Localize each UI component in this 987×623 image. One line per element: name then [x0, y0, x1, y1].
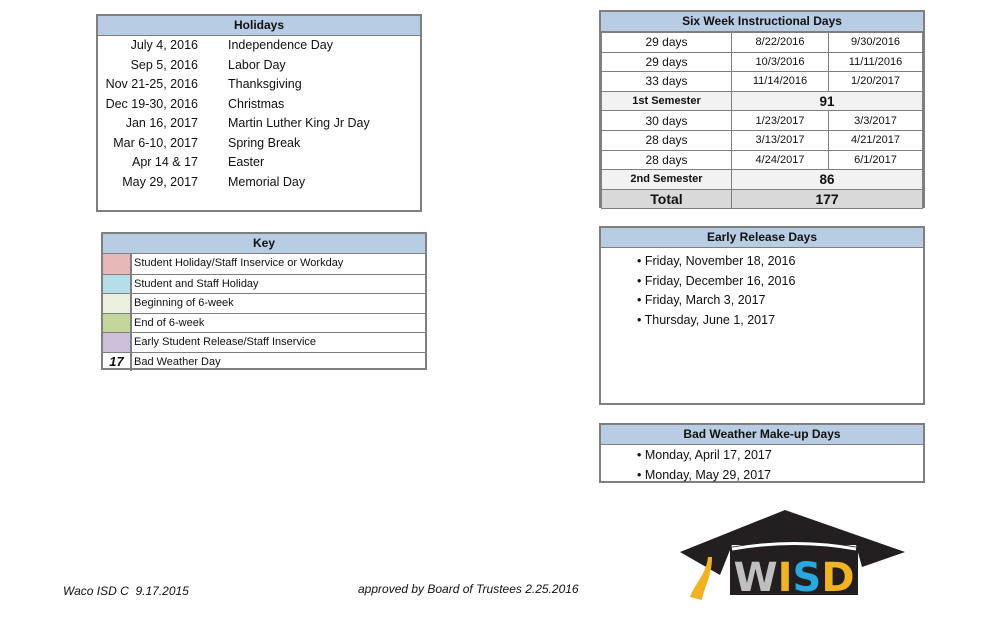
holiday-date: May 29, 2017 — [122, 174, 198, 189]
end-date-cell: 4/21/2017 — [829, 130, 923, 150]
bad-weather-panel — [599, 423, 925, 483]
end-date-cell: 9/30/2016 — [829, 33, 923, 53]
date-item: • Friday, November 18, 2016 — [637, 252, 923, 272]
semester-2-row-value: 86 — [732, 170, 923, 190]
start-date-cell: 10/3/2016 — [732, 52, 829, 72]
wisd-logo — [660, 505, 910, 605]
holiday-date: Jan 16, 2017 — [125, 116, 198, 130]
end-date-cell: 1/20/2017 — [829, 72, 923, 92]
six-week-panel — [599, 10, 925, 208]
key-swatch — [103, 314, 132, 333]
holiday-date: Dec 19-30, 2016 — [105, 96, 198, 111]
logo-letter: D — [821, 555, 855, 601]
footer-version: Waco ISD C 9.17.2015 — [63, 584, 189, 598]
days-cell: 28 days — [602, 150, 732, 170]
holiday-name: Labor Day — [228, 57, 286, 72]
start-date-cell: 3/13/2017 — [732, 130, 829, 150]
key-label: Beginning of 6-week — [134, 297, 234, 309]
six-week-row — [602, 52, 923, 72]
start-date-cell: 11/14/2016 — [732, 72, 829, 92]
date-item: • Friday, March 3, 2017 — [637, 291, 923, 311]
holiday-row — [98, 36, 420, 55]
total-row — [602, 189, 923, 209]
key-row — [103, 313, 425, 333]
key-row — [103, 254, 425, 274]
holiday-name: Christmas — [228, 96, 285, 111]
holiday-name: Spring Break — [228, 135, 301, 150]
holiday-row — [98, 134, 420, 153]
end-date-cell: 6/1/2017 — [829, 150, 923, 170]
holiday-name: Independence Day — [228, 38, 333, 52]
key-swatch: 17 — [103, 353, 132, 372]
total-row-value: 177 — [732, 189, 923, 209]
holiday-date: Apr 14 & 17 — [131, 155, 198, 169]
key-label: End of 6-week — [134, 316, 205, 329]
logo-text — [733, 555, 854, 601]
semester-1-row-value: 91 — [732, 91, 923, 111]
six-week-row — [602, 150, 923, 170]
holiday-date: Sep 5, 2016 — [130, 57, 198, 72]
logo-letter: I — [777, 555, 793, 601]
holiday-row — [98, 95, 420, 114]
holiday-name: Martin Luther King Jr Day — [228, 116, 370, 130]
holidays-title: Holidays — [98, 16, 420, 36]
semester-1-row — [602, 91, 923, 111]
six-week-row — [602, 33, 923, 53]
holiday-row — [98, 114, 420, 133]
semester-2-row-label: 2nd Semester — [602, 170, 732, 190]
days-cell: 28 days — [602, 130, 732, 150]
logo-letter: W — [733, 555, 778, 601]
six-week-table — [601, 32, 923, 209]
six-week-row — [602, 130, 923, 150]
key-swatch — [103, 294, 132, 313]
end-date-cell: 3/3/2017 — [829, 111, 923, 131]
days-cell: 29 days — [602, 52, 732, 72]
key-label: Student Holiday/Staff Inservice or Workday — [134, 257, 344, 269]
key-label: Bad Weather Day — [134, 355, 221, 368]
days-cell: 33 days — [602, 72, 732, 92]
bad-weather-title: Bad Weather Make-up Days — [601, 425, 923, 445]
holiday-row — [98, 56, 420, 75]
days-cell: 29 days — [602, 33, 732, 53]
semester-1-row-label: 1st Semester — [602, 91, 732, 111]
holidays-panel — [96, 14, 422, 212]
holiday-row — [98, 75, 420, 94]
start-date-cell: 4/24/2017 — [732, 150, 829, 170]
early-release-panel — [599, 226, 925, 405]
date-item: • Monday, May 29, 2017 — [637, 466, 923, 486]
key-swatch — [103, 333, 132, 352]
early-release-title: Early Release Days — [601, 228, 923, 248]
start-date-cell: 8/22/2016 — [732, 33, 829, 53]
key-swatch — [103, 254, 132, 274]
key-title: Key — [103, 234, 425, 254]
holiday-date: July 4, 2016 — [130, 38, 198, 52]
semester-2-row — [602, 170, 923, 190]
key-panel — [101, 232, 427, 370]
logo-letter: S — [792, 555, 822, 601]
key-row — [103, 274, 425, 294]
key-row — [103, 293, 425, 313]
holiday-name: Easter — [228, 155, 265, 169]
six-week-title: Six Week Instructional Days — [601, 12, 923, 32]
key-swatch — [103, 275, 132, 294]
key-label: Early Student Release/Staff Inservice — [134, 336, 317, 348]
end-date-cell: 11/11/2016 — [829, 52, 923, 72]
key-row — [103, 352, 425, 372]
holiday-date: Nov 21-25, 2016 — [105, 77, 198, 91]
date-item: • Monday, April 17, 2017 — [637, 446, 923, 466]
holiday-name: Memorial Day — [228, 174, 306, 189]
holiday-date: Mar 6-10, 2017 — [113, 135, 198, 150]
six-week-row — [602, 72, 923, 92]
date-item: • Thursday, June 1, 2017 — [637, 311, 923, 331]
footer-approval: approved by Board of Trustees 2.25.2016 — [358, 582, 579, 596]
holiday-name: Thanksgiving — [228, 77, 302, 91]
days-cell: 30 days — [602, 111, 732, 131]
total-row-label: Total — [602, 189, 732, 209]
holiday-row — [98, 173, 420, 192]
holiday-row — [98, 153, 420, 172]
start-date-cell: 1/23/2017 — [732, 111, 829, 131]
key-row — [103, 332, 425, 352]
date-item: • Friday, December 16, 2016 — [637, 272, 923, 292]
key-label: Student and Staff Holiday — [134, 277, 259, 290]
six-week-row — [602, 111, 923, 131]
